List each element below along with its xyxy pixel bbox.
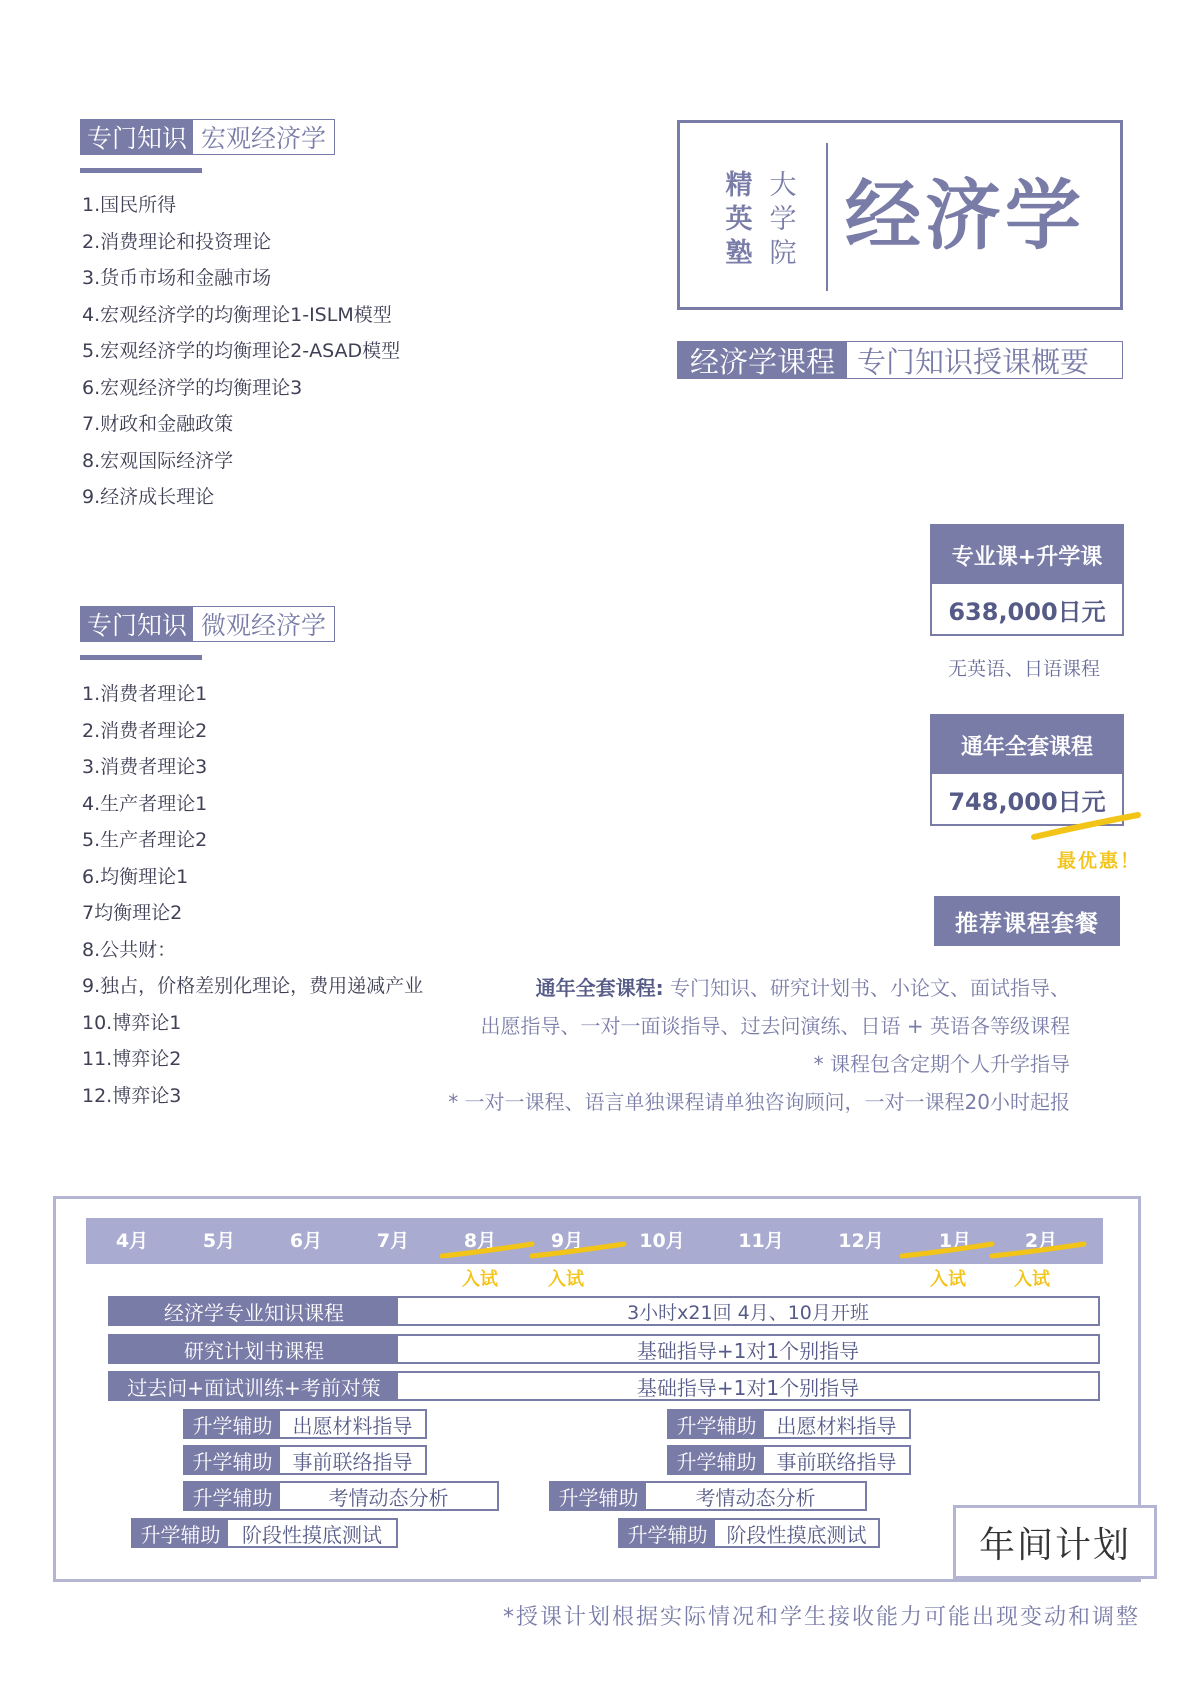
list-item: 4.生产者理论1	[82, 792, 208, 815]
entry-exam-label: 入试	[930, 1269, 966, 1290]
list-item: 4.宏观经济学的均衡理论1-ISLM模型	[82, 303, 392, 326]
macro-title-tag	[80, 119, 335, 155]
month-label: 4月	[115, 1230, 149, 1252]
micro-tag-label: 专门知识	[81, 607, 193, 641]
list-item: 8.宏观国际经济学	[82, 449, 234, 472]
month-label: 11月	[738, 1230, 784, 1252]
support-detail: 考情动态分析	[328, 1485, 449, 1510]
bar-detail: 基础指导+1对1个别指导	[636, 1375, 860, 1400]
support-bar	[183, 1481, 499, 1511]
month-label: 12月	[838, 1230, 884, 1252]
month-label: 9月	[550, 1230, 584, 1252]
support-bar	[667, 1445, 911, 1475]
list-item: 8.公共财：	[82, 938, 177, 961]
support-detail: 事前联络指导	[292, 1449, 413, 1474]
price-head: 通年全套课程	[932, 716, 1122, 774]
month-label: 5月	[202, 1230, 236, 1252]
entry-exam-label: 入试	[1014, 1269, 1050, 1290]
info-label: 通年全套课程:	[535, 976, 664, 1000]
info-text: 专门知识、研究计划书、小论文、面试指导、	[663, 976, 1070, 1000]
best-deal-note: 最优惠！	[1057, 850, 1142, 872]
logo-char: 塾	[725, 238, 753, 269]
logo-divider	[826, 143, 828, 291]
support-bar	[618, 1518, 880, 1548]
schedule-bar	[108, 1296, 1100, 1326]
month-label: 7月	[376, 1230, 410, 1252]
list-item: 9.经济成长理论	[82, 486, 215, 508]
logo-char: 学	[769, 204, 797, 235]
price-value: 748,000日元	[932, 774, 1122, 824]
price-note: 无英语、日语课程	[948, 658, 1101, 680]
list-item: 2.消费理论和投资理论	[82, 230, 272, 253]
logo-char: 院	[769, 238, 797, 269]
exam-highlight-strokes	[430, 1238, 1090, 1262]
month-label: 2月	[1024, 1230, 1058, 1252]
list-item: 7均衡理论2	[82, 902, 183, 924]
logo-title: 经济学	[845, 171, 1085, 260]
macro-topic-list	[82, 187, 400, 516]
bar-detail: 基础指导+1对1个别指导	[636, 1338, 860, 1363]
list-item: 7.财政和金融政策	[82, 413, 234, 435]
support-bar	[131, 1518, 398, 1548]
support-label: 升学辅助	[185, 1447, 280, 1473]
list-item: 5.宏观经济学的均衡理论2-ASAD模型	[82, 340, 401, 362]
list-item: 6.宏观经济学的均衡理论3	[82, 376, 303, 399]
month-label: 10月	[639, 1230, 685, 1252]
micro-title-tag	[80, 606, 335, 642]
support-label: 升学辅助	[185, 1411, 280, 1437]
support-label: 升学辅助	[133, 1520, 228, 1546]
entry-exam-label: 入试	[462, 1269, 498, 1290]
subtitle-text: 专门知识授课概要	[857, 344, 1090, 379]
price-value: 638,000日元	[932, 584, 1122, 634]
support-label: 升学辅助	[185, 1483, 280, 1509]
info-line-1	[536, 972, 1070, 1001]
bar-label: 经济学专业知识课程	[110, 1298, 398, 1324]
list-item: 11.博弈论2	[82, 1048, 182, 1070]
info-line-4: * 一对一课程、语言单独课程请单独咨询顾问，一对一课程20小时起报	[448, 1090, 1070, 1114]
support-bar	[667, 1409, 911, 1439]
bar-label: 过去问+面试训练+考前对策	[110, 1373, 398, 1399]
recommend-label: 推荐课程套餐	[934, 896, 1120, 946]
support-label: 升学辅助	[551, 1483, 646, 1509]
month-label: 8月	[463, 1230, 497, 1252]
list-item: 9.独占，价格差别化理论，费用递减产业	[82, 975, 424, 997]
support-label: 升学辅助	[620, 1520, 715, 1546]
support-detail: 事前联络指导	[776, 1449, 897, 1474]
logo-box	[677, 120, 1123, 310]
course-subtitle-tag	[677, 341, 1123, 379]
month-label: 1月	[938, 1230, 972, 1252]
footnote: *授课计划根据实际情况和学生接收能力可能出现变动和调整	[502, 1605, 1140, 1630]
support-bar	[183, 1445, 427, 1475]
list-item: 6.均衡理论1	[82, 865, 189, 888]
month-label: 6月	[289, 1230, 323, 1252]
list-item: 12.博弈论3	[82, 1084, 182, 1107]
micro-tag-subject: 微观经济学	[201, 611, 327, 640]
support-label: 升学辅助	[669, 1411, 764, 1437]
logo-col-2	[768, 169, 798, 271]
price-box-basic	[930, 524, 1124, 636]
entry-exam-label: 入试	[548, 1269, 584, 1290]
bar-detail: 3小时x21回 4月、10月开班	[627, 1301, 869, 1324]
logo-char: 精	[725, 170, 753, 201]
logo-char: 大	[769, 170, 797, 201]
list-item: 1.消费者理论1	[82, 683, 208, 705]
support-detail: 阶段性摸底测试	[242, 1522, 382, 1547]
macro-underline	[80, 168, 202, 173]
subtitle-label: 经济学课程	[678, 342, 847, 378]
micro-topic-list	[82, 676, 423, 1114]
info-line-3: * 课程包含定期个人升学指导	[813, 1052, 1070, 1076]
bar-label: 研究计划书课程	[110, 1336, 398, 1362]
support-detail: 考情动态分析	[695, 1485, 816, 1510]
info-line-2: 出愿指导、一对一面谈指导、过去问演练、日语 + 英语各等级课程	[480, 1014, 1070, 1038]
highlight-stroke	[1030, 805, 1142, 845]
schedule-bar	[108, 1371, 1100, 1401]
support-bar	[549, 1481, 867, 1511]
price-head: 专业课+升学课	[932, 526, 1122, 584]
logo-char: 英	[725, 204, 753, 235]
support-bar	[183, 1409, 427, 1439]
list-item: 2.消费者理论2	[82, 719, 208, 742]
support-label: 升学辅助	[669, 1447, 764, 1473]
yearly-plan-label: 年间计划	[953, 1505, 1157, 1579]
schedule-bar	[108, 1334, 1100, 1364]
support-detail: 出愿材料指导	[776, 1413, 897, 1438]
support-detail: 出愿材料指导	[292, 1413, 413, 1438]
macro-tag-label: 专门知识	[81, 120, 193, 154]
list-item: 3.货币市场和金融市场	[82, 267, 272, 289]
list-item: 10.博弈论1	[82, 1011, 182, 1034]
micro-underline	[80, 655, 202, 660]
list-item: 1.国民所得	[82, 194, 177, 216]
logo-col-1	[724, 169, 754, 271]
list-item: 5.生产者理论2	[82, 829, 208, 851]
macro-tag-subject: 宏观经济学	[201, 124, 327, 153]
support-detail: 阶段性摸底测试	[726, 1522, 867, 1547]
list-item: 3.消费者理论3	[82, 756, 208, 778]
